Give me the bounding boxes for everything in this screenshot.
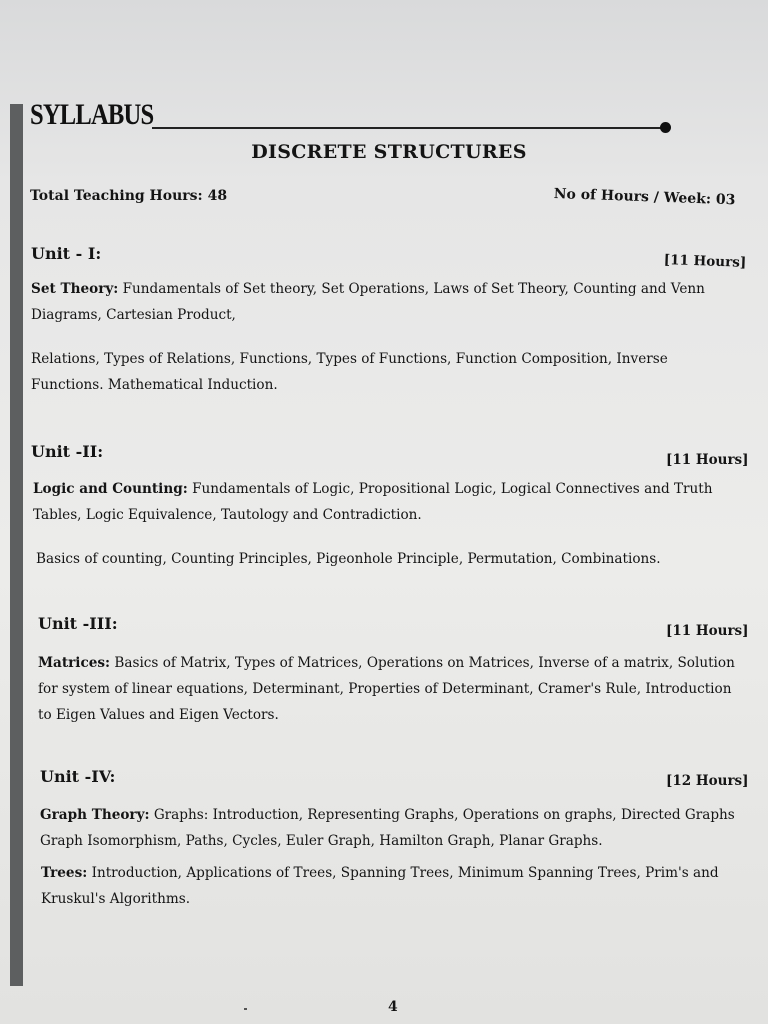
syllabus-heading: SYLLABUS (30, 98, 154, 131)
unit-2-paragraph-2: Basics of counting, Counting Principles, Pigeonhole Principle, Permutation, Combinations. (36, 551, 661, 567)
unit-2-paragraph-1 (33, 476, 745, 528)
unit-1-heading: Unit - I: (31, 244, 102, 263)
unit-3-heading: Unit -III: (38, 614, 118, 633)
set-theory-text: Fundamentals of Set theory, Set Operations, Laws of Set Theory, Counting and Venn Diagrams, Cartesian Product, (31, 281, 705, 323)
unit-2-hours: [11 Hours] (666, 452, 749, 468)
course-title: DISCRETE STRUCTURES (251, 141, 527, 163)
unit-4-hours: [12 Hours] (666, 773, 749, 789)
heading-rule (152, 127, 664, 129)
heading-rule-dot (660, 122, 671, 133)
logic-counting-label: Logic and Counting: (33, 481, 188, 497)
matrices-label: Matrices: (38, 655, 111, 671)
matrices-text: Basics of Matrix, Types of Matrices, Operations on Matrices, Inverse of a matrix, Solution for system of linear equations, Determinant, Properties of Determinant, Cramer's Rule, Introduction to Eigen Values and Eigen Vectors. (38, 655, 735, 723)
unit-3-paragraph-1 (38, 650, 744, 728)
set-theory-label: Set Theory: (31, 281, 119, 297)
logic-counting-text: Fundamentals of Logic, Propositional Logic, Logical Connectives and Truth Tables, Logic Equivalence, Tautology and Contradiction. (33, 481, 713, 523)
unit-1-paragraph-1 (31, 276, 743, 328)
left-margin-bar (10, 104, 23, 986)
unit-4-heading: Unit -IV: (40, 767, 116, 786)
unit-4-paragraph-2 (41, 860, 745, 912)
trees-label: Trees: (41, 865, 88, 881)
hours-per-week: No of Hours / Week: 03 (553, 186, 736, 209)
page-number: 4 (388, 999, 398, 1015)
print-speck (244, 1008, 247, 1010)
unit-2-heading: Unit -II: (31, 442, 104, 461)
unit-1-paragraph-2: Relations, Types of Relations, Functions, Types of Functions, Function Composition, Inverse Functions. Mathematical Induction. (31, 351, 668, 393)
trees-text: Introduction, Applications of Trees, Spanning Trees, Minimum Spanning Trees, Prim's and Kruskul's Algorithms. (41, 865, 719, 907)
graph-theory-label: Graph Theory: (40, 807, 150, 823)
graph-theory-text: Graphs: Introduction, Representing Graphs, Operations on graphs, Directed Graphs Graph Isomorphism, Paths, Cycles, Euler Graph, Hamilton Graph, Planar Graphs. (40, 807, 735, 849)
unit-3-hours: [11 Hours] (666, 623, 749, 639)
unit-4-paragraph-1 (40, 802, 744, 854)
total-teaching-hours: Total Teaching Hours: 48 (30, 188, 228, 204)
unit-1-hours: [11 Hours] (663, 252, 747, 271)
